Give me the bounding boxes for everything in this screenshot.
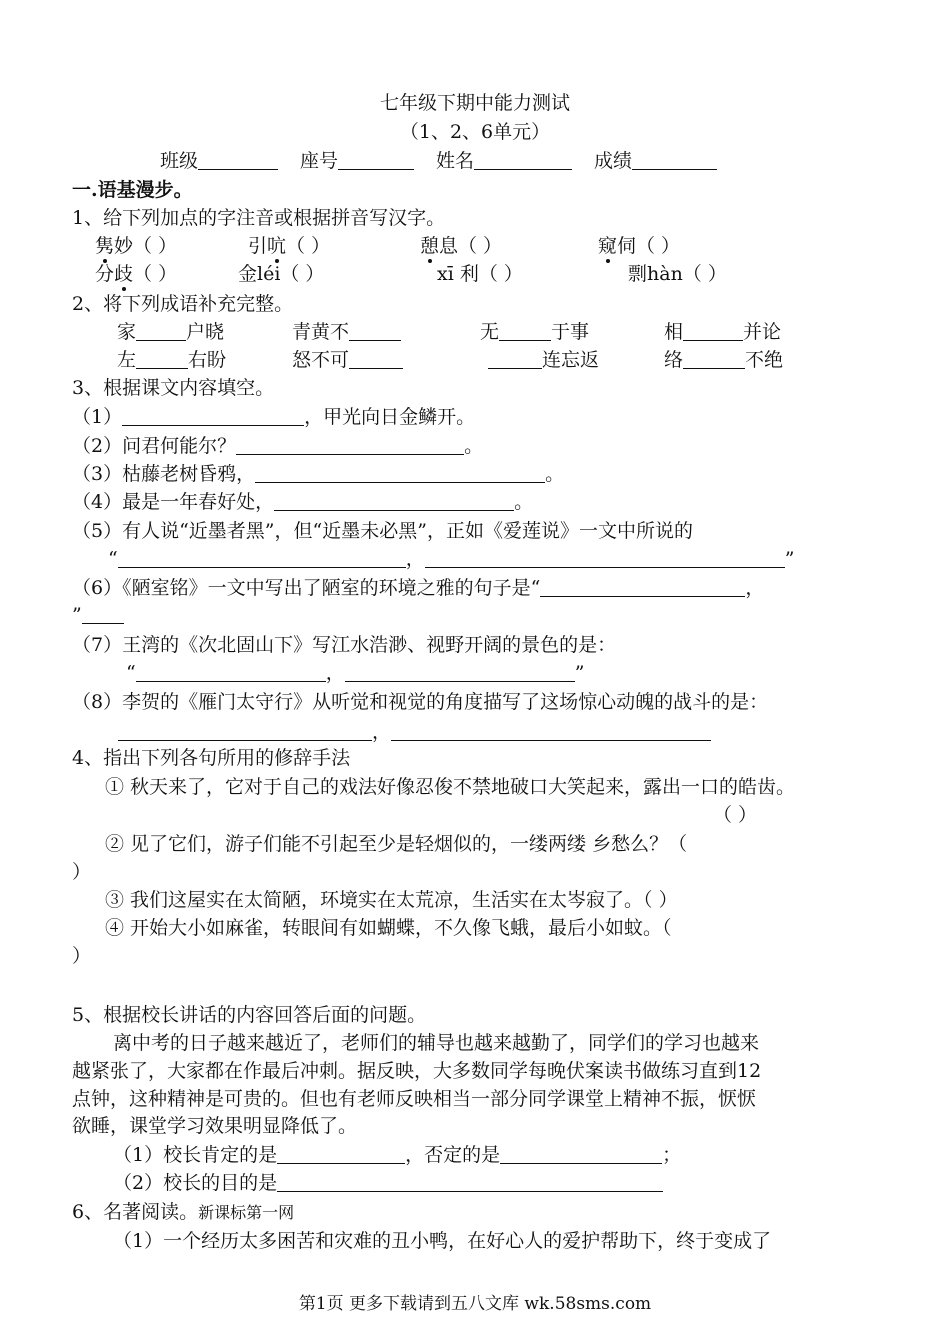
q5-answer-1: （1）校长肯定的是 ，否定的是 ； [113,1144,682,1166]
idiom-item: 络 不绝 [664,349,784,371]
section-1-title: 一.语基漫步。 [72,179,193,201]
q6-sentence-1: （1）一个经历太多困苦和灾难的丑小鸭，在好心人的爱护帮助下，终于变成了 [113,1230,772,1252]
q4-sentence-4-close: ） [72,945,92,967]
q1-item: 引吭（ ） [248,235,331,257]
q1-item: 憩息（ ） [420,235,503,257]
idiom-item: 连忘返 [488,347,599,373]
idiom-item: 左 右盼 [117,349,227,371]
q3-item-5-answer: “ ， ” [108,548,795,570]
q4-prompt: 4、指出下列各句所用的修辞手法 [72,747,351,769]
q4-answer-1[interactable]: （ ） [713,804,758,826]
q1-item: 剽hàn（ ） [628,263,727,285]
q1-item: 分歧（ ） [95,263,178,285]
q1-item: 窥伺（ ） [598,235,681,257]
name-blank[interactable] [474,149,572,170]
score-blank[interactable] [632,149,717,170]
q2-prompt: 2、将下列成语补充完整。 [72,293,294,315]
seat-blank[interactable] [338,149,414,170]
name-label: 姓名 [436,150,475,172]
q5-paragraph-line: 点钟，这种精神是可贵的。但也有老师反映相当一部分同学课堂上精神不振，恹恹 [72,1088,757,1110]
q5-paragraph-line: 离中考的日子越来越近了，老师们的辅导也越来越勤了，同学们的学习也越来 [113,1032,760,1054]
q5-paragraph-line: 越紧张了，大家都在作最后冲刺。据反映，大多数同学每晚伏案读书做练习直到12 [72,1060,762,1082]
q3-item-8-answer: ， [118,719,711,745]
class-blank[interactable] [198,149,278,170]
q3-item-8: （8）李贺的《雁门太守行》从听觉和视觉的角度描写了这场惊心动魄的战斗的是： [72,691,769,713]
idiom-item: 相 并论 [664,321,782,343]
student-info-row [160,148,717,174]
q5-paragraph-line: 欲睡，课堂学习效果明显降低了。 [72,1115,358,1137]
q1-item: 金léi（ ） [238,263,325,285]
q3-item-7-answer: “ ， ” [126,662,585,684]
class-label: 班级 [160,150,199,172]
q3-prompt: 3、根据课文内容填空。 [72,377,275,399]
q3-item-3: （3）枯藤老树昏鸦， 。 [72,463,565,485]
q4-sentence-3: ③ 我们这屋实在太简陋，环境实在太荒凉，生活实在太岑寂了。（ ） [105,889,678,911]
q5-prompt: 5、根据校长讲话的内容回答后面的问题。 [72,1004,427,1026]
q4-sentence-2-close: ） [72,861,92,883]
q4-sentence-4: ④ 开始大小如麻雀，转眼间有如蝴蝶，不久像飞蛾，最后小如蚊。（ [105,917,672,939]
page-title: 七年级下期中能力测试 [379,92,570,114]
seat-label: 座号 [300,150,339,172]
q3-item-6: （6）《陋室铭》一文中写出了陋室的环境之雅的句子是“ ， [72,577,765,599]
q4-sentence-1: ① 秋天来了，它对于自己的戏法好像忍俊不禁地破口大笑起来，露出一口的皓齿。 [105,776,796,798]
q5-answer-2: （2）校长的目的是 [113,1170,663,1196]
q1-item: xī 利（ ） [437,263,523,285]
idiom-item: 青黄不 [292,319,401,345]
idiom-item: 无 于事 [480,321,590,343]
idiom-item: 家 户晓 [117,321,225,343]
q3-item-6-close: ” [72,602,124,628]
idiom-item: 怒不可 [292,347,403,373]
q3-item-7: （7）王湾的《次北固山下》写江水浩渺、视野开阔的景色的是： [72,634,617,656]
page-footer: 第1页 更多下载请到五八文库 wk.58sms.com [298,1294,652,1314]
q1-item: 隽妙（ ） [95,235,178,257]
q3-item-5: （5）有人说“近墨者黑”，但“近墨未必黑”，正如《爱莲说》一文中所说的 [72,520,693,542]
q6-prompt: 6、名著阅读。新课标第一网 [72,1201,295,1223]
q3-item-1: （1） ，甲光向日金鳞开。 [72,406,476,428]
q1-prompt: 1、给下列加点的字注音或根据拼音写汉字。 [72,207,446,229]
page-subtitle: （1、2、6单元） [399,121,551,143]
q3-item-2: （2）问君何能尔？ 。 [72,435,484,457]
score-label: 成绩 [594,150,633,172]
q4-sentence-2: ② 见了它们，游子们能不引起至少是轻烟似的，一缕两缕 乡愁么？（ [105,833,688,855]
q3-item-4: （4）最是一年春好处， 。 [72,491,534,513]
q6-note: 新课标第一网 [198,1203,295,1222]
